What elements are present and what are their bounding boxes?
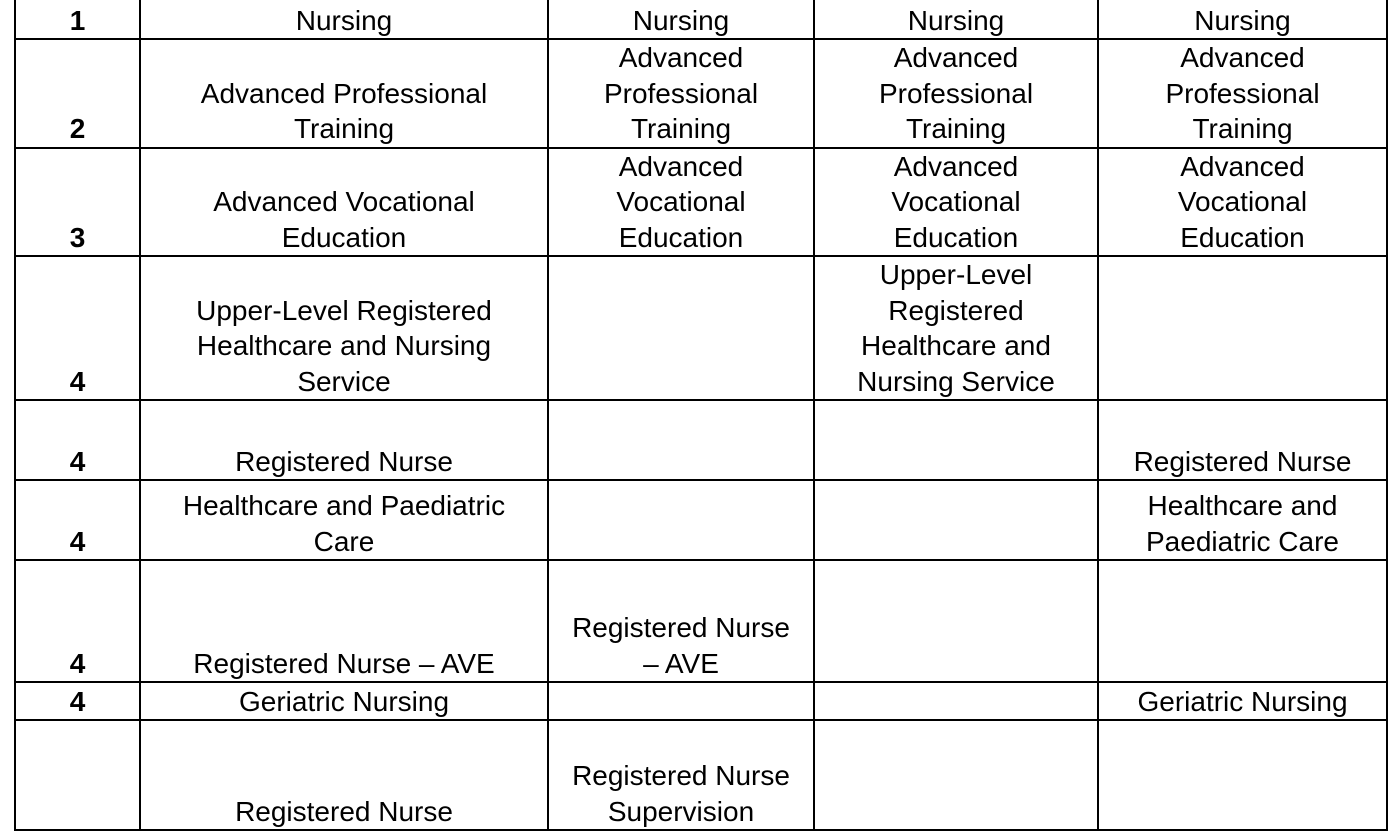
table-cell: Advanced Vocational Education (1098, 148, 1387, 257)
table-cell (1098, 256, 1387, 400)
table-cell (814, 560, 1098, 682)
table-cell: Upper-Level Registered Healthcare and Nursing Service (140, 256, 548, 400)
table-row (15, 256, 1387, 400)
level-cell: 4 (15, 560, 140, 682)
level-cell (15, 720, 140, 830)
table-row (15, 720, 1387, 830)
table-cell: Advanced Vocational Education (548, 148, 814, 257)
table-cell: Advanced Professional Training (140, 39, 548, 148)
table-row (15, 400, 1387, 480)
table-row (15, 682, 1387, 720)
table-cell: Advanced Professional Training (1098, 39, 1387, 148)
table-cell (814, 720, 1098, 830)
table-cell (548, 256, 814, 400)
level-cell: 4 (15, 480, 140, 560)
table-cell (814, 480, 1098, 560)
table-cell: Registered Nurse – AVE (140, 560, 548, 682)
table-row (15, 148, 1387, 257)
table-cell: Advanced Vocational Education (814, 148, 1098, 257)
table-cell: Nursing (1098, 0, 1387, 39)
table-cell (548, 480, 814, 560)
table-cell (1098, 720, 1387, 830)
level-cell: 4 (15, 256, 140, 400)
table-cell: Advanced Professional Training (814, 39, 1098, 148)
level-cell: 4 (15, 400, 140, 480)
level-cell: 4 (15, 682, 140, 720)
table-cell: Nursing (140, 0, 548, 39)
table-cell (814, 682, 1098, 720)
table-cell: Geriatric Nursing (140, 682, 548, 720)
table-row (15, 560, 1387, 682)
table-cell: Nursing (548, 0, 814, 39)
table-cell: Registered Nurse (140, 720, 548, 830)
table-cell: Advanced Professional Training (548, 39, 814, 148)
level-cell: 2 (15, 39, 140, 148)
table-cell: Registered Nurse (140, 400, 548, 480)
table-cell: Registered Nurse – AVE (548, 560, 814, 682)
table-cell: Registered Nurse (1098, 400, 1387, 480)
table-cell: Advanced Vocational Education (140, 148, 548, 257)
table-cell: Healthcare and Paediatric Care (140, 480, 548, 560)
table-cell: Geriatric Nursing (1098, 682, 1387, 720)
table-cell (814, 400, 1098, 480)
table-row (15, 0, 1387, 39)
level-cell: 1 (15, 0, 140, 39)
table-row (15, 480, 1387, 560)
table-cell: Upper-Level Registered Healthcare and Nursing Service (814, 256, 1098, 400)
table-cell (1098, 560, 1387, 682)
qualification-table (14, 0, 1388, 831)
table-cell: Nursing (814, 0, 1098, 39)
table-cell (548, 682, 814, 720)
table-cell: Registered Nurse Supervision (548, 720, 814, 830)
table-cell (548, 400, 814, 480)
level-cell: 3 (15, 148, 140, 257)
table-row (15, 39, 1387, 148)
table-cell: Healthcare and Paediatric Care (1098, 480, 1387, 560)
